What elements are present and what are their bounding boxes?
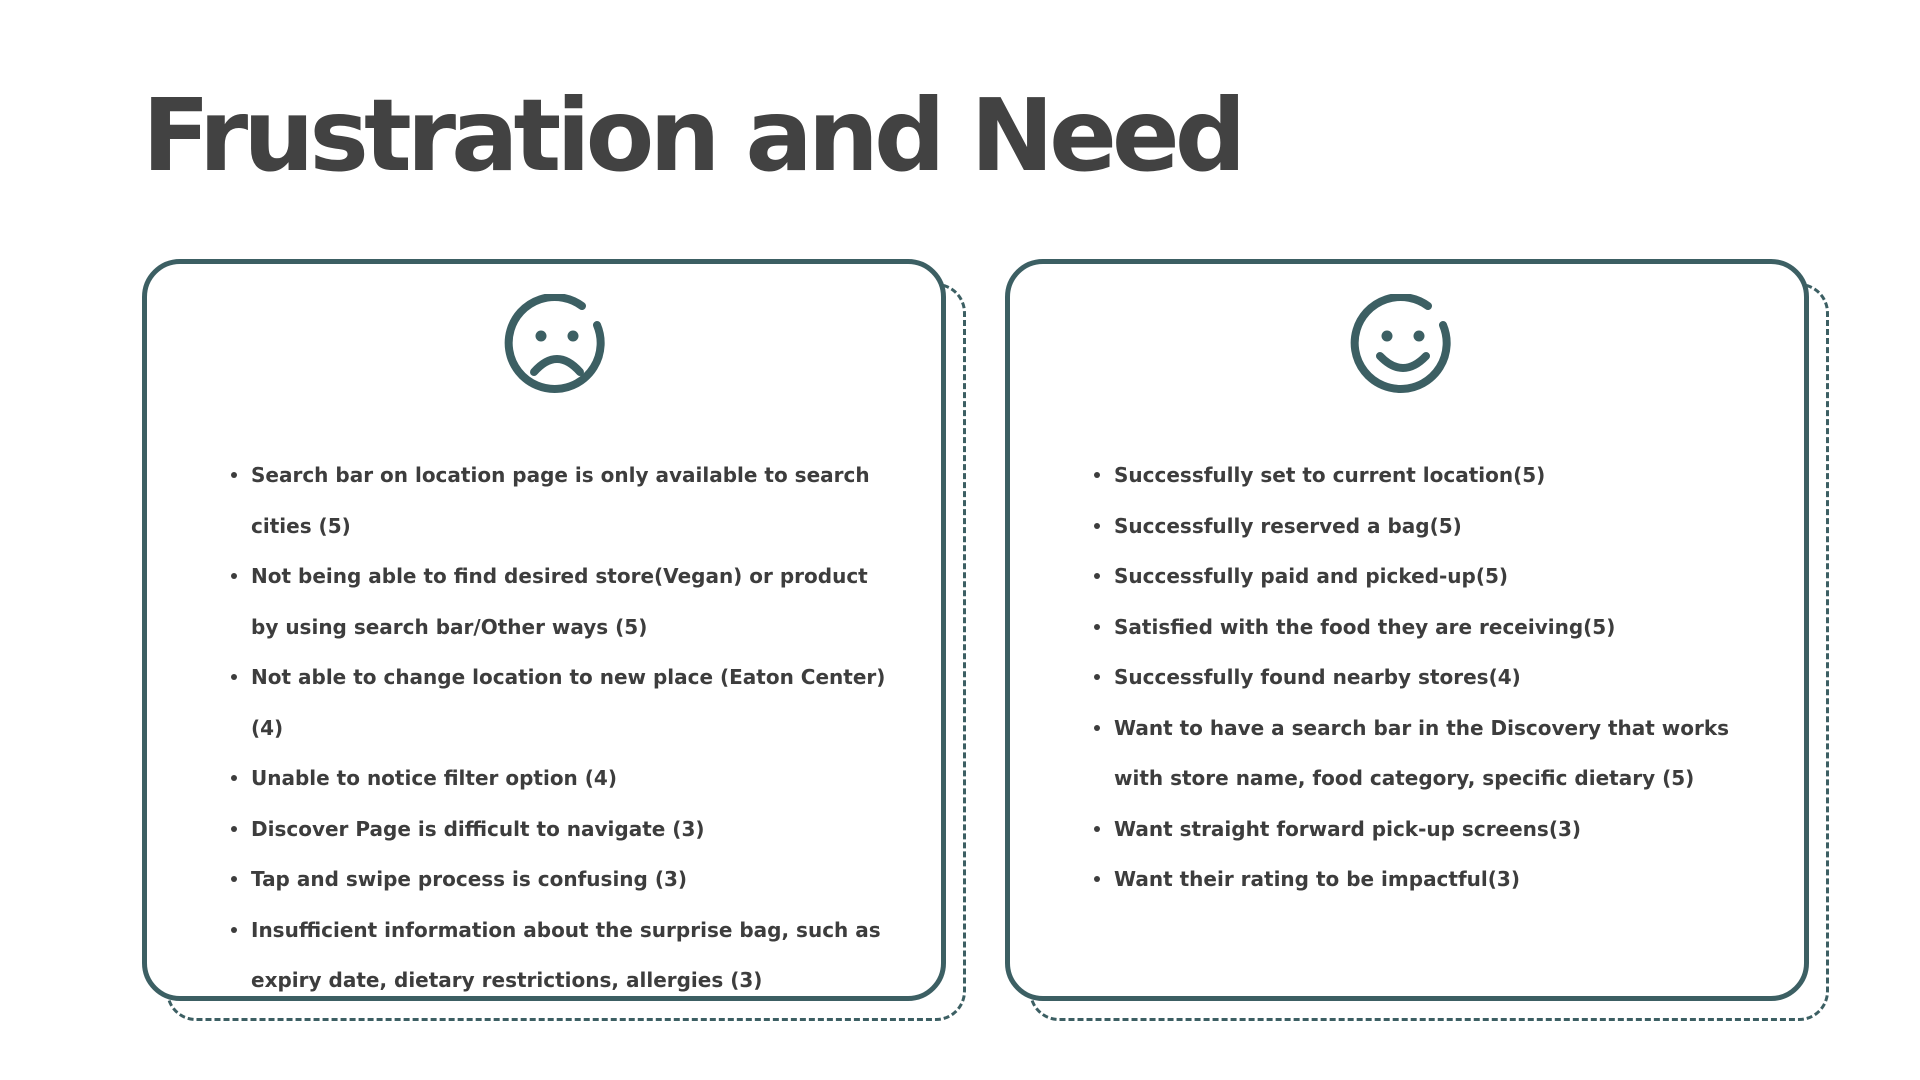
- list-item: Insufficient information about the surprise bag, such as expiry date, dietary restrictions, allergies (3): [231, 905, 891, 1006]
- list-item: Tap and swipe process is confusing (3): [231, 854, 891, 905]
- list-item: Successfully set to current location(5): [1094, 450, 1754, 501]
- need-list: [1094, 450, 1754, 905]
- list-item: Not being able to find desired store(Vegan) or product by using search bar/Other ways (5): [231, 551, 891, 652]
- frustration-list: [231, 450, 891, 1006]
- list-item: Discover Page is difficult to navigate (3): [231, 804, 891, 855]
- list-item: Successfully paid and picked-up(5): [1094, 551, 1754, 602]
- list-item: Search bar on location page is only available to search cities (5): [231, 450, 891, 551]
- sad-face-icon: [504, 294, 610, 400]
- need-card: [1005, 259, 1809, 1001]
- happy-face-icon: [1350, 294, 1456, 400]
- list-item: Satisfied with the food they are receiving(5): [1094, 602, 1754, 653]
- list-item: Unable to notice filter option (4): [231, 753, 891, 804]
- list-item: Not able to change location to new place (Eaton Center) (4): [231, 652, 891, 753]
- page-title: Frustration and Need: [142, 77, 1242, 194]
- list-item: Want their rating to be impactful(3): [1094, 854, 1754, 905]
- frustration-card: [142, 259, 946, 1001]
- list-item: Want to have a search bar in the Discovery that works with store name, food category, specific dietary (5): [1094, 703, 1754, 804]
- card-panel: [1005, 259, 1809, 1001]
- list-item: Successfully reserved a bag(5): [1094, 501, 1754, 552]
- list-item: Successfully found nearby stores(4): [1094, 652, 1754, 703]
- card-panel: [142, 259, 946, 1001]
- list-item: Want straight forward pick-up screens(3): [1094, 804, 1754, 855]
